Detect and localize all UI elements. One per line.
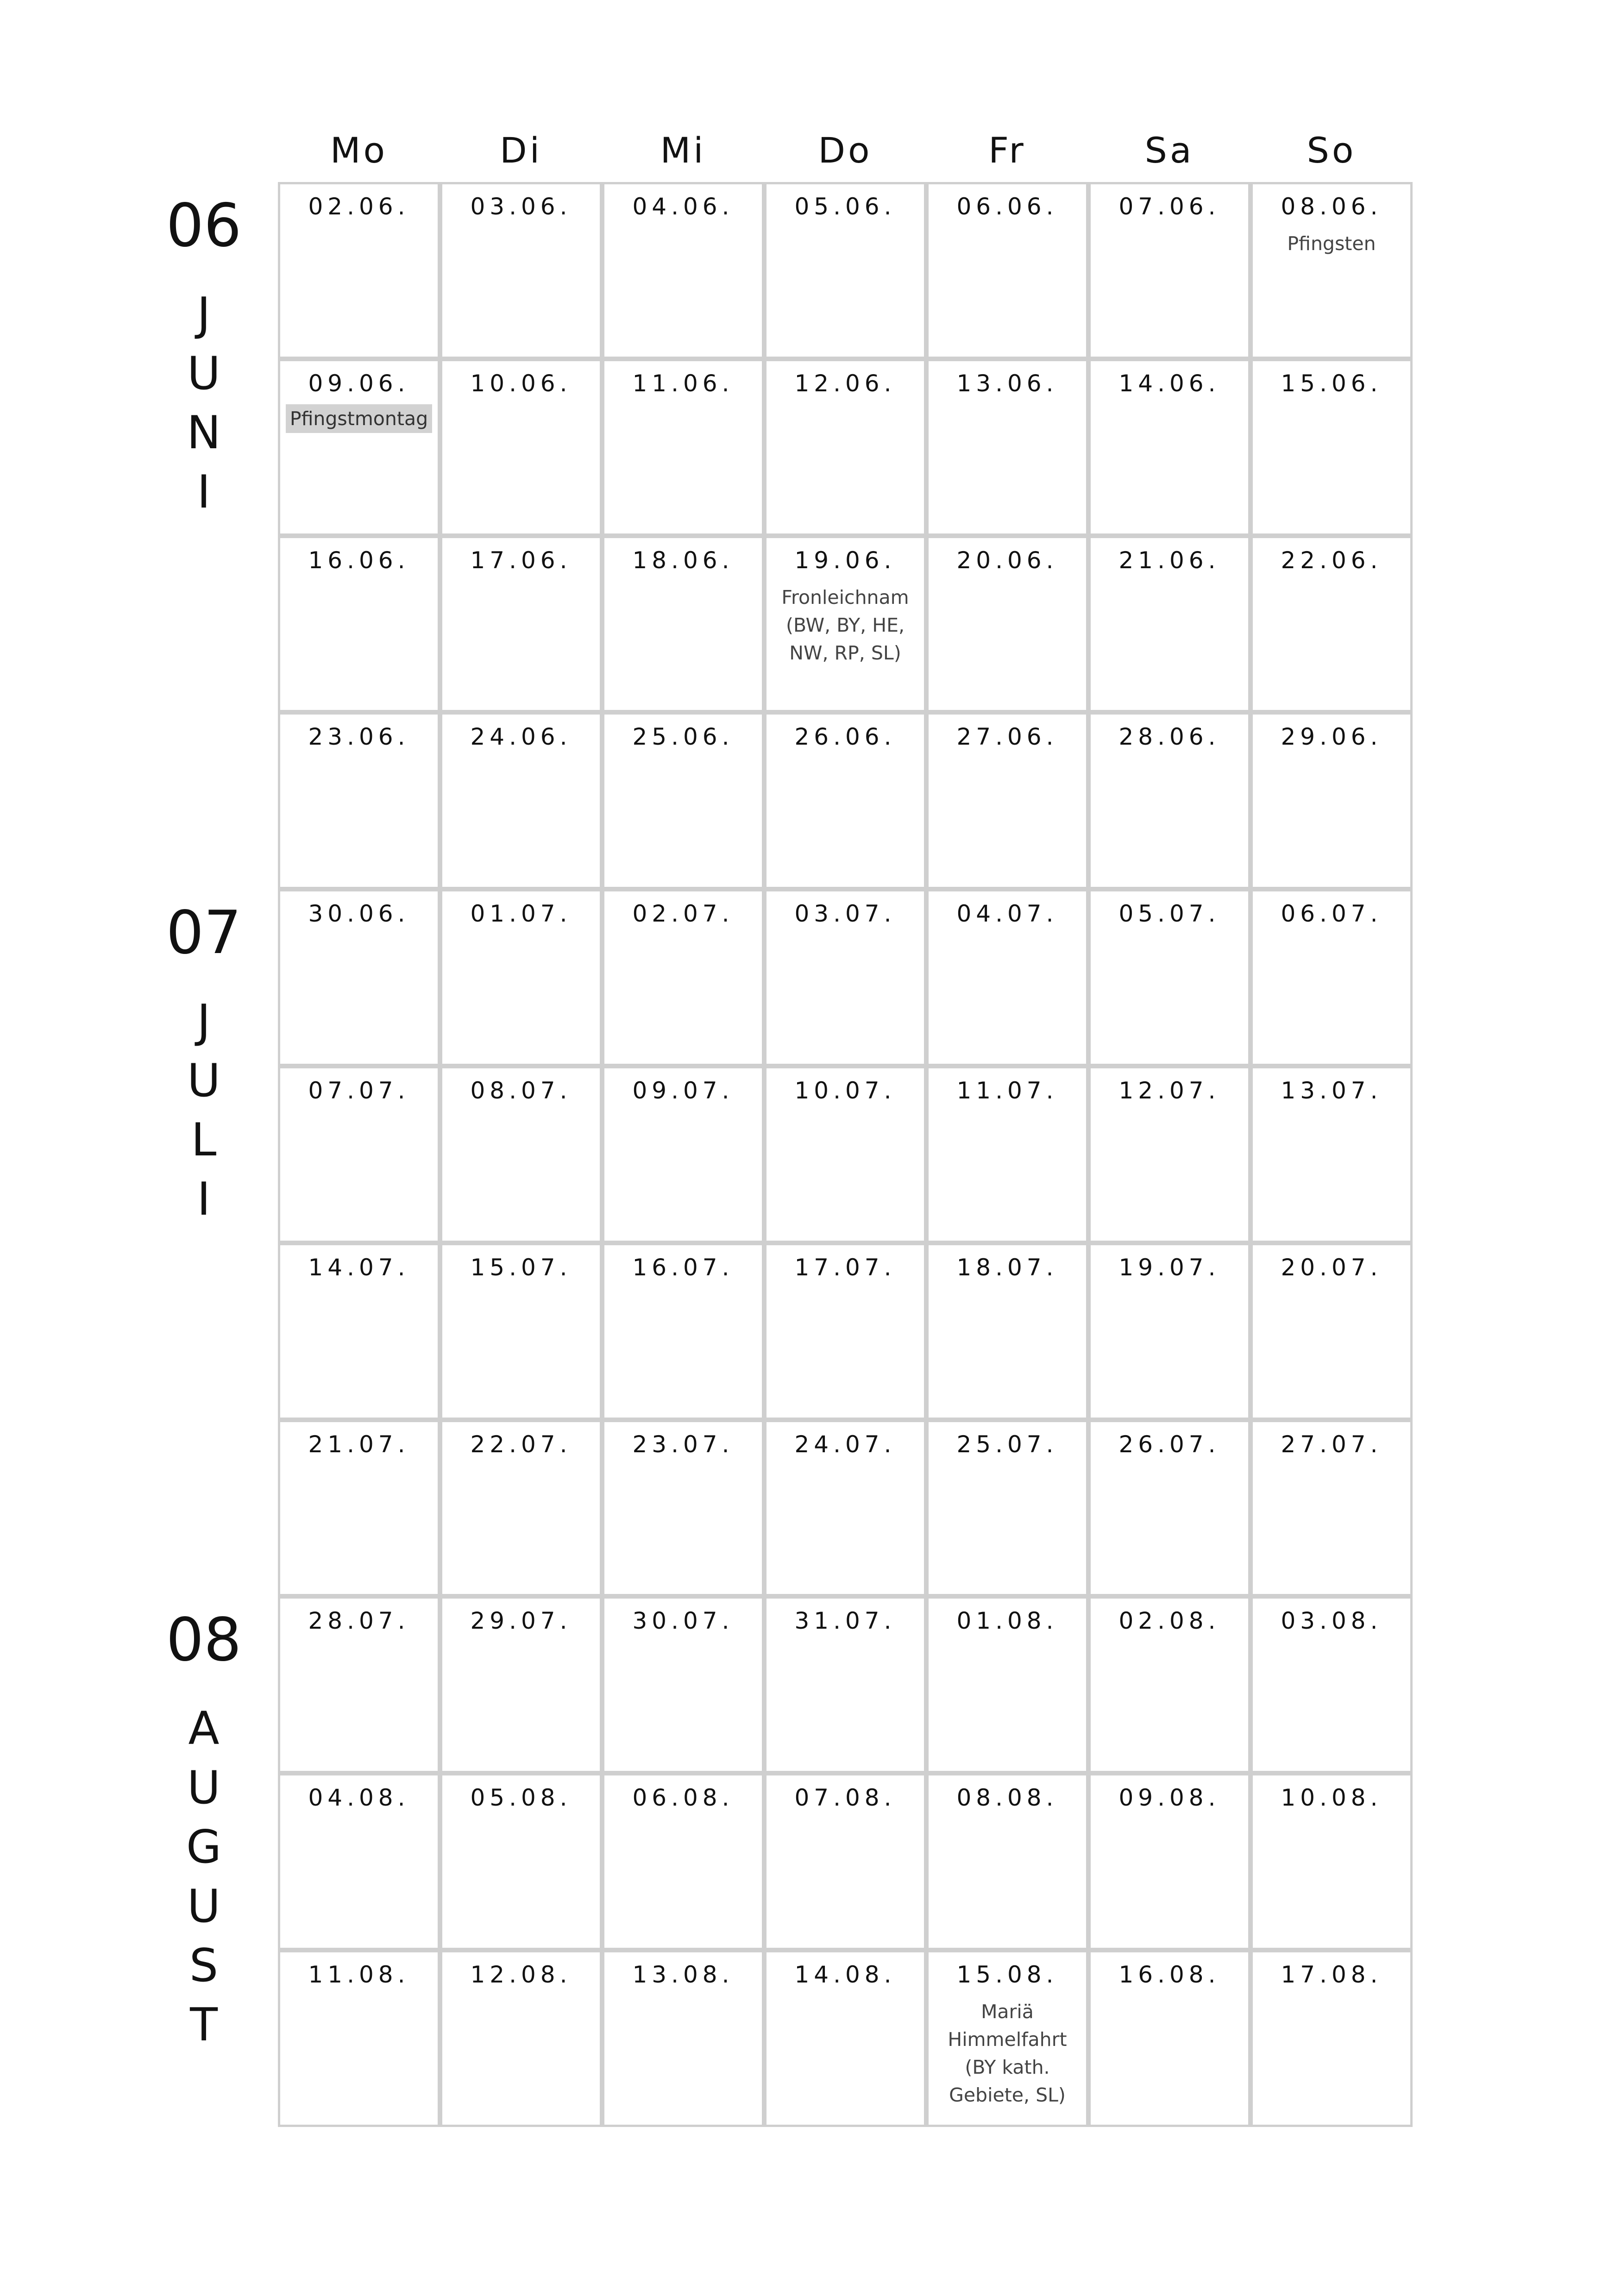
day-cell[interactable] <box>764 182 926 359</box>
day-date: 17.06. <box>470 546 572 574</box>
day-date: 18.07. <box>956 1254 1058 1281</box>
day-cell[interactable] <box>440 1950 602 2127</box>
month-name-letter: S <box>189 1939 219 1993</box>
day-date: 08.08. <box>956 1784 1058 1812</box>
day-cell[interactable] <box>440 1243 602 1420</box>
day-cell[interactable] <box>1250 1243 1413 1420</box>
day-cell[interactable] <box>602 1773 764 1950</box>
month-name-vertical <box>153 1699 255 2055</box>
day-cell[interactable] <box>1088 1773 1250 1950</box>
day-date: 16.08. <box>1118 1961 1220 1988</box>
day-cell[interactable] <box>278 1420 440 1597</box>
day-cell[interactable] <box>440 182 602 359</box>
day-cell[interactable] <box>1088 1243 1250 1420</box>
weekday-header-row <box>278 125 1413 176</box>
day-cell[interactable] <box>1250 1066 1413 1243</box>
month-name-letter: J <box>197 288 211 341</box>
day-date: 02.07. <box>632 900 734 928</box>
day-date: 02.06. <box>308 193 410 220</box>
day-cell[interactable] <box>764 359 926 536</box>
day-date: 14.06. <box>1118 370 1220 397</box>
day-cell[interactable] <box>278 889 440 1066</box>
day-date: 16.06. <box>308 546 410 574</box>
day-date: 09.07. <box>632 1077 734 1104</box>
day-cell[interactable] <box>1088 889 1250 1066</box>
weekday-label-do: Do <box>818 130 873 171</box>
month-name-letter: U <box>187 347 220 400</box>
day-date: 15.07. <box>470 1254 572 1281</box>
month-name-letter: L <box>191 1114 217 1167</box>
day-date: 13.08. <box>632 1961 734 1988</box>
month-name-letter: I <box>197 1173 211 1226</box>
day-date: 10.06. <box>470 370 572 397</box>
day-cell[interactable] <box>278 536 440 713</box>
day-date: 24.06. <box>470 723 572 751</box>
day-cell[interactable] <box>1250 536 1413 713</box>
day-cell[interactable] <box>764 1420 926 1597</box>
day-cell[interactable] <box>278 712 440 889</box>
month-label-08 <box>153 1606 255 2055</box>
day-date: 23.07. <box>632 1430 734 1458</box>
month-name-letter: A <box>188 1702 220 1756</box>
month-number: 08 <box>166 1606 242 1675</box>
day-date: 20.06. <box>956 546 1058 574</box>
day-date: 06.06. <box>956 193 1058 220</box>
day-date: 13.07. <box>1281 1077 1382 1104</box>
day-date: 14.08. <box>794 1961 896 1988</box>
day-date: 24.07. <box>794 1430 896 1458</box>
day-date: 07.06. <box>1118 193 1220 220</box>
day-cell[interactable] <box>1088 1596 1250 1773</box>
weekday-label-so: So <box>1307 130 1357 171</box>
day-date: 29.06. <box>1281 723 1382 751</box>
day-date: 07.08. <box>794 1784 896 1812</box>
day-date: 31.07. <box>794 1607 896 1635</box>
day-cell[interactable] <box>602 536 764 713</box>
month-name-letter: U <box>187 1054 220 1108</box>
day-cell[interactable] <box>926 359 1088 536</box>
day-date: 09.08. <box>1118 1784 1220 1812</box>
day-cell[interactable] <box>440 889 602 1066</box>
day-date: 03.06. <box>470 193 572 220</box>
day-cell[interactable] <box>278 1596 440 1773</box>
day-date: 25.06. <box>632 723 734 751</box>
day-cell[interactable] <box>926 1950 1088 2127</box>
day-cell[interactable] <box>764 1066 926 1243</box>
day-cell[interactable] <box>1250 712 1413 889</box>
day-cell[interactable] <box>602 182 764 359</box>
day-cell[interactable] <box>764 536 926 713</box>
day-date: 26.07. <box>1118 1430 1220 1458</box>
month-name-letter: U <box>187 1880 220 1933</box>
day-date: 28.06. <box>1118 723 1220 751</box>
calendar-grid <box>278 182 1413 2127</box>
day-cell[interactable] <box>764 889 926 1066</box>
day-cell[interactable] <box>764 1243 926 1420</box>
weekday-label-di: Di <box>500 130 542 171</box>
day-date: 04.08. <box>308 1784 410 1812</box>
day-date: 12.08. <box>470 1961 572 1988</box>
month-name-letter: J <box>197 995 211 1048</box>
holiday-note: Pfingstmontag <box>286 404 432 433</box>
day-cell[interactable] <box>440 1420 602 1597</box>
day-cell[interactable] <box>1250 1950 1413 2127</box>
day-date: 05.06. <box>794 193 896 220</box>
day-date: 06.07. <box>1281 900 1382 928</box>
day-date: 11.06. <box>632 370 734 397</box>
day-cell[interactable] <box>926 889 1088 1066</box>
day-cell[interactable] <box>926 1773 1088 1950</box>
day-cell[interactable] <box>602 889 764 1066</box>
month-name-vertical <box>153 992 255 1229</box>
day-date: 30.07. <box>632 1607 734 1635</box>
holiday-note: Pfingsten <box>1287 232 1376 255</box>
day-date: 11.08. <box>308 1961 410 1988</box>
day-cell[interactable] <box>1088 182 1250 359</box>
day-date: 21.06. <box>1118 546 1220 574</box>
day-cell[interactable] <box>926 1420 1088 1597</box>
day-date: 06.08. <box>632 1784 734 1812</box>
day-cell[interactable] <box>764 1596 926 1773</box>
day-cell[interactable] <box>602 1596 764 1773</box>
day-cell[interactable] <box>440 359 602 536</box>
day-cell[interactable] <box>602 1066 764 1243</box>
day-date: 12.07. <box>1118 1077 1220 1104</box>
day-cell[interactable] <box>926 182 1088 359</box>
day-cell[interactable] <box>1250 359 1413 536</box>
holiday-note: Fronleichnam (BW, BY, HE, NW, RP, SL) <box>781 586 909 664</box>
day-cell[interactable] <box>278 1950 440 2127</box>
day-date: 19.06. <box>794 546 896 574</box>
day-date: 10.07. <box>794 1077 896 1104</box>
day-date: 26.06. <box>794 723 896 751</box>
month-label-06 <box>153 191 255 522</box>
day-date: 01.07. <box>470 900 572 928</box>
day-date: 01.08. <box>956 1607 1058 1635</box>
day-cell[interactable] <box>1088 1420 1250 1597</box>
day-date: 23.06. <box>308 723 410 751</box>
day-cell[interactable] <box>440 1066 602 1243</box>
day-date: 19.07. <box>1118 1254 1220 1281</box>
day-cell[interactable] <box>278 1773 440 1950</box>
month-name-letter: N <box>187 407 221 459</box>
day-cell[interactable] <box>764 712 926 889</box>
day-date: 27.07. <box>1281 1430 1382 1458</box>
month-name-letter: G <box>186 1821 221 1874</box>
day-date: 02.08. <box>1118 1607 1220 1635</box>
day-date: 10.08. <box>1281 1784 1382 1812</box>
day-cell[interactable] <box>440 536 602 713</box>
day-cell[interactable] <box>1088 536 1250 713</box>
day-date: 05.08. <box>470 1784 572 1812</box>
day-date: 05.07. <box>1118 900 1220 928</box>
day-date: 11.07. <box>956 1077 1058 1104</box>
day-date: 28.07. <box>308 1607 410 1635</box>
day-date: 08.07. <box>470 1077 572 1104</box>
month-number: 07 <box>166 898 242 968</box>
day-cell[interactable] <box>1088 1066 1250 1243</box>
day-cell[interactable] <box>278 359 440 536</box>
day-date: 18.06. <box>632 546 734 574</box>
day-cell[interactable] <box>602 1420 764 1597</box>
month-number: 06 <box>166 191 242 260</box>
day-cell[interactable] <box>440 1773 602 1950</box>
day-cell[interactable] <box>602 359 764 536</box>
weekday-label-fr: Fr <box>988 130 1026 171</box>
day-date: 27.06. <box>956 723 1058 751</box>
day-date: 22.07. <box>470 1430 572 1458</box>
day-cell[interactable] <box>602 1950 764 2127</box>
day-cell[interactable] <box>1088 359 1250 536</box>
day-date: 07.07. <box>308 1077 410 1104</box>
day-date: 25.07. <box>956 1430 1058 1458</box>
day-cell[interactable] <box>926 712 1088 889</box>
day-cell[interactable] <box>926 1243 1088 1420</box>
day-date: 15.06. <box>1281 370 1382 397</box>
day-date: 30.06. <box>308 900 410 928</box>
month-label-07 <box>153 898 255 1229</box>
day-date: 20.07. <box>1281 1254 1382 1281</box>
day-date: 21.07. <box>308 1430 410 1458</box>
month-name-letter: T <box>190 1999 218 2052</box>
day-date: 29.07. <box>470 1607 572 1635</box>
day-cell[interactable] <box>602 712 764 889</box>
day-date: 03.07. <box>794 900 896 928</box>
day-cell[interactable] <box>278 182 440 359</box>
month-name-letter: I <box>197 466 211 519</box>
day-date: 22.06. <box>1281 546 1382 574</box>
day-date: 03.08. <box>1281 1607 1382 1635</box>
day-cell[interactable] <box>926 1596 1088 1773</box>
weekday-label-mo: Mo <box>330 130 388 171</box>
day-cell[interactable] <box>1250 1420 1413 1597</box>
day-cell[interactable] <box>1250 889 1413 1066</box>
day-cell[interactable] <box>1088 712 1250 889</box>
day-cell[interactable] <box>1250 182 1413 359</box>
day-date: 17.08. <box>1281 1961 1382 1988</box>
weekday-label-sa: Sa <box>1144 130 1194 171</box>
day-cell[interactable] <box>926 536 1088 713</box>
day-date: 09.06. <box>308 370 410 397</box>
day-cell[interactable] <box>1250 1773 1413 1950</box>
day-cell[interactable] <box>764 1773 926 1950</box>
weekday-label-mi: Mi <box>660 130 706 171</box>
day-date: 15.08. <box>956 1961 1058 1988</box>
day-date: 08.06. <box>1281 193 1382 220</box>
day-date: 04.06. <box>632 193 734 220</box>
day-date: 17.07. <box>794 1254 896 1281</box>
day-date: 13.06. <box>956 370 1058 397</box>
day-date: 04.07. <box>956 900 1058 928</box>
day-cell[interactable] <box>926 1066 1088 1243</box>
day-cell[interactable] <box>440 712 602 889</box>
day-date: 14.07. <box>308 1254 410 1281</box>
month-name-letter: U <box>187 1762 220 1815</box>
day-cell[interactable] <box>440 1596 602 1773</box>
day-cell[interactable] <box>1088 1950 1250 2127</box>
day-date: 12.06. <box>794 370 896 397</box>
day-cell[interactable] <box>278 1066 440 1243</box>
day-cell[interactable] <box>1250 1596 1413 1773</box>
day-cell[interactable] <box>764 1950 926 2127</box>
month-name-vertical <box>153 285 255 522</box>
day-cell[interactable] <box>278 1243 440 1420</box>
day-date: 16.07. <box>632 1254 734 1281</box>
day-cell[interactable] <box>602 1243 764 1420</box>
holiday-note: Mariä Himmelfahrt (BY kath. Gebiete, SL) <box>948 2001 1067 2106</box>
